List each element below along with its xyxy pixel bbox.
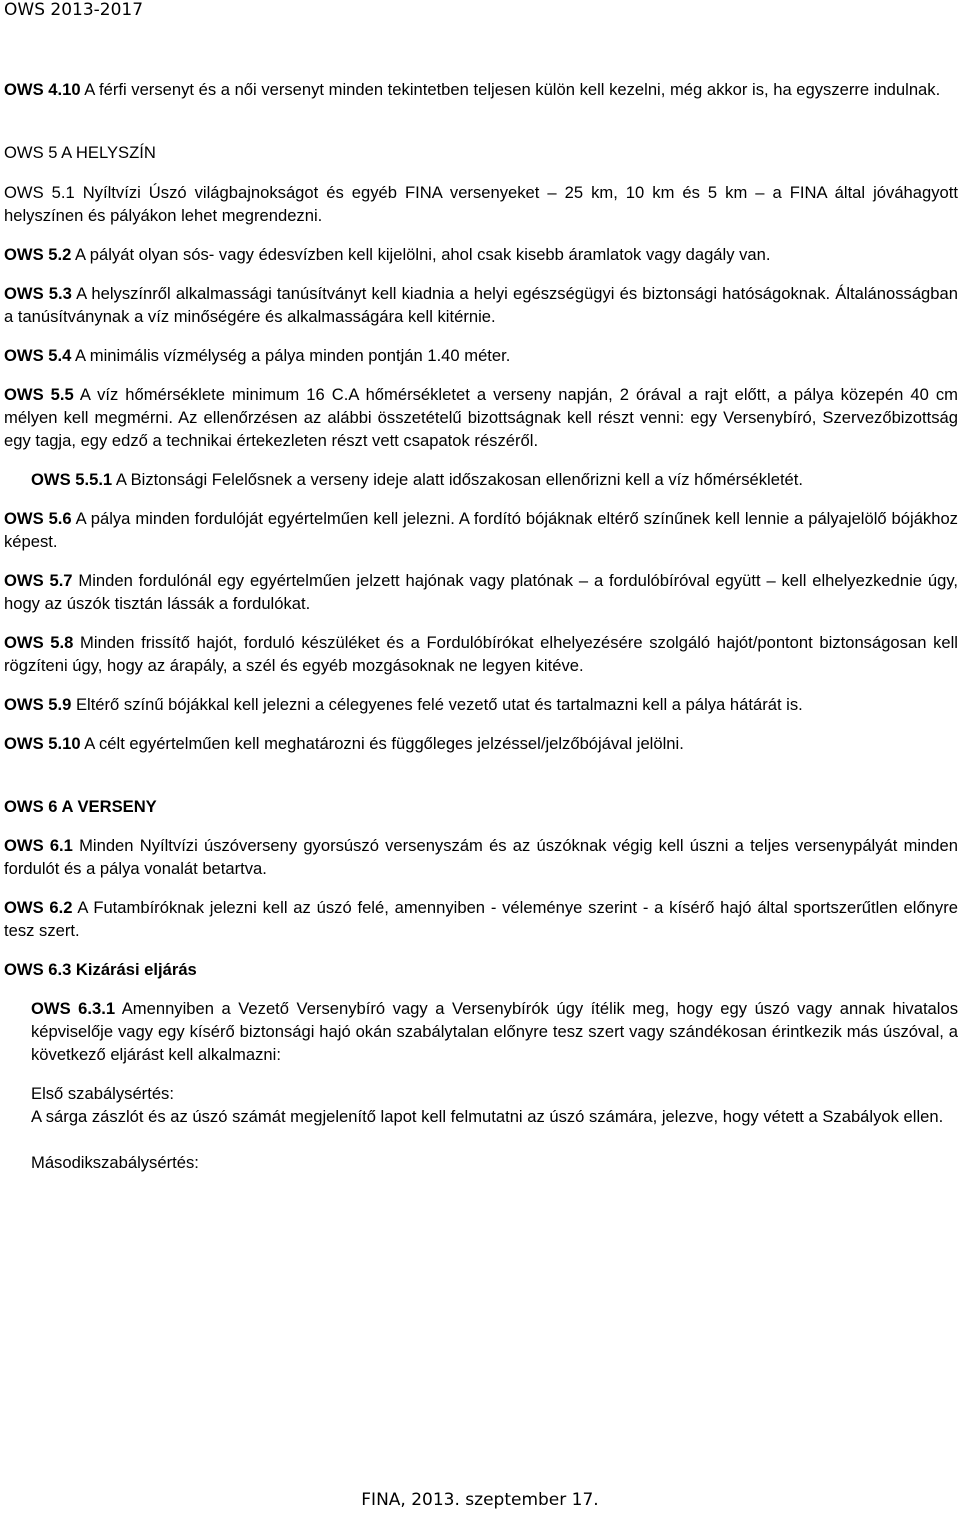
rule-label: OWS 5.5 xyxy=(4,385,74,404)
rule-text: Amennyiben a Vezető Versenybíró vagy a Versenybírók úgy ítélik meg, hogy egy úszó vagy annak hivatalos képviselője vagy egy kísérő biztonsági hajó okán szabálytalan előnyre tesz szert vagy szándékosan érintkezik más úszóval, a következő eljárást kell alkalmazni: xyxy=(31,999,958,1064)
paragraph-ows-5-1 xyxy=(4,181,958,227)
paragraph-ows-5-7 xyxy=(4,569,958,615)
rule-text: A minimális vízmélység a pálya minden pontján 1.40 méter. xyxy=(71,346,511,365)
section-heading-ows-5 xyxy=(4,141,958,164)
paragraph-ows-5-5 xyxy=(4,383,958,452)
paragraph-ows-5-9 xyxy=(4,693,958,716)
section-title: OWS 6.3 Kizárási eljárás xyxy=(4,960,197,979)
subheading-text: Másodikszabálysértés: xyxy=(31,1153,199,1172)
rule-label: OWS 6.1 xyxy=(4,836,73,855)
rule-label: OWS 5.4 xyxy=(4,346,72,365)
paragraph-ows-5-3 xyxy=(4,282,958,328)
section-title: OWS 6 A VERSENY xyxy=(4,797,157,816)
rule-text: A sárga zászlót és az úszó számát megjelenítő lapot kell felmutatni az úszó számára, jelezve, hogy vétett a Szabályok ellen. xyxy=(31,1107,944,1126)
first-violation-heading xyxy=(31,1082,958,1105)
rule-label: OWS 5.2 xyxy=(4,245,72,264)
page-footer xyxy=(0,1490,960,1510)
rule-label: OWS 5.3 xyxy=(4,284,72,303)
rule-text: A célt egyértelműen kell meghatározni és függőleges jelzéssel/jelzőbójával jelölni. xyxy=(80,734,684,753)
rule-label: OWS 5.5.1 xyxy=(31,470,113,489)
rule-text: A férfi versenyt és a női versenyt minden tekintetben teljesen külön kell kezelni, még akkor is, ha egyszerre indulnak. xyxy=(80,80,941,99)
rule-text: A víz hőmérséklete minimum 16 C.A hőmérsékletet a verseny napján, 2 órával a rajt előtt, a pálya közepén 40 cm mélyen kell megmérni. Az ellenőrzésen az alábbi összetételű bizottságnak kell részt venni: egy Versenybíró, Szervezőbizottság egy tagja, egy edző a technikai értekezleten részt vett csapatok részéről. xyxy=(4,385,958,450)
first-violation-text xyxy=(31,1105,958,1128)
rule-text: Minden frissítő hajót, forduló készüléket és a Fordulóbírókat elhelyezésére szolgáló hajót/pontont biztonságosan kell rögzíteni úgy, hogy az árapály, a szél és egyéb mozgásoknak ne legyen kitéve. xyxy=(4,633,958,675)
paragraph-ows-5-10 xyxy=(4,732,958,755)
section-heading-ows-6-3 xyxy=(4,958,958,981)
rule-text: A Futambíróknak jelezni kell az úszó felé, amennyiben - véleménye szerint - a kísérő hajó által sportszerűtlen előnyre tesz szert. xyxy=(4,898,958,940)
rule-label: OWS 5.9 xyxy=(4,695,72,714)
footer-text: FINA, 2013. szeptember 17. xyxy=(361,1490,599,1510)
rule-label: OWS 5.1 xyxy=(4,183,75,202)
rule-text: Nyíltvízi Úszó világbajnokságot és egyéb FINA versenyeket – 25 km, 10 km és 5 km – a FINA által jóváhagyott helyszínen és pályákon lehet megrendezni. xyxy=(4,183,958,225)
rule-text: Minden Nyíltvízi úszóverseny gyorsúszó versenyszám és az úszóknak végig kell úszni a teljes versenypályát minden fordulót és a pálya vonalát betartva. xyxy=(4,836,958,878)
rule-label: OWS 6.3.1 xyxy=(31,999,116,1018)
section-heading-ows-6 xyxy=(4,795,958,818)
paragraph-ows-5-8 xyxy=(4,631,958,677)
rule-text: A Biztonsági Felelősnek a verseny ideje alatt időszakosan ellenőrizni kell a víz hőmérsékletét. xyxy=(112,470,804,489)
document-body xyxy=(4,78,958,1174)
paragraph-ows-6-2 xyxy=(4,896,958,942)
paragraph-ows-4-10 xyxy=(4,78,958,101)
subheading-text: Első szabálysértés: xyxy=(31,1084,174,1103)
paragraph-ows-6-3-1 xyxy=(31,997,958,1066)
rule-text: Minden fordulónál egy egyértelműen jelzett hajónak vagy platónak – a fordulóbíróval együtt – kell elhelyezkednie úgy, hogy az úszók tisztán lássák a fordulókat. xyxy=(4,571,958,613)
rule-text: A pálya minden fordulóját egyértelműen kell jelezni. A fordító bójáknak eltérő színűnek kell lennie a pályajelölő bójákhoz képest. xyxy=(4,509,958,551)
rule-label: OWS 4.10 xyxy=(4,80,81,99)
paragraph-ows-5-6 xyxy=(4,507,958,553)
rule-text: A helyszínről alkalmassági tanúsítványt kell kiadnia a helyi egészségügyi és biztonsági hatóságoknak. Általánosságban a tanúsítványnak a víz minőségére és alkalmasságára kell kitérnie. xyxy=(4,284,958,326)
header-text: OWS 2013-2017 xyxy=(4,0,144,20)
page-header xyxy=(0,0,960,22)
second-violation-heading xyxy=(31,1151,958,1174)
rule-text: Eltérő színű bójákkal kell jelezni a célegyenes felé vezető utat és tartalmazni kell a pálya hátárát is. xyxy=(71,695,803,714)
rule-text: A pályát olyan sós- vagy édesvízben kell kijelölni, ahol csak kisebb áramlatok vagy dagály van. xyxy=(71,245,771,264)
paragraph-ows-5-5-1 xyxy=(31,468,958,491)
rule-label: OWS 5.8 xyxy=(4,633,74,652)
rule-label: OWS 5.10 xyxy=(4,734,81,753)
paragraph-ows-5-2 xyxy=(4,243,958,266)
paragraph-ows-6-1 xyxy=(4,834,958,880)
rule-label: OWS 5.6 xyxy=(4,509,72,528)
section-title: OWS 5 A HELYSZÍN xyxy=(4,143,156,162)
rule-label: OWS 5.7 xyxy=(4,571,73,590)
rule-label: OWS 6.2 xyxy=(4,898,73,917)
paragraph-ows-5-4 xyxy=(4,344,958,367)
